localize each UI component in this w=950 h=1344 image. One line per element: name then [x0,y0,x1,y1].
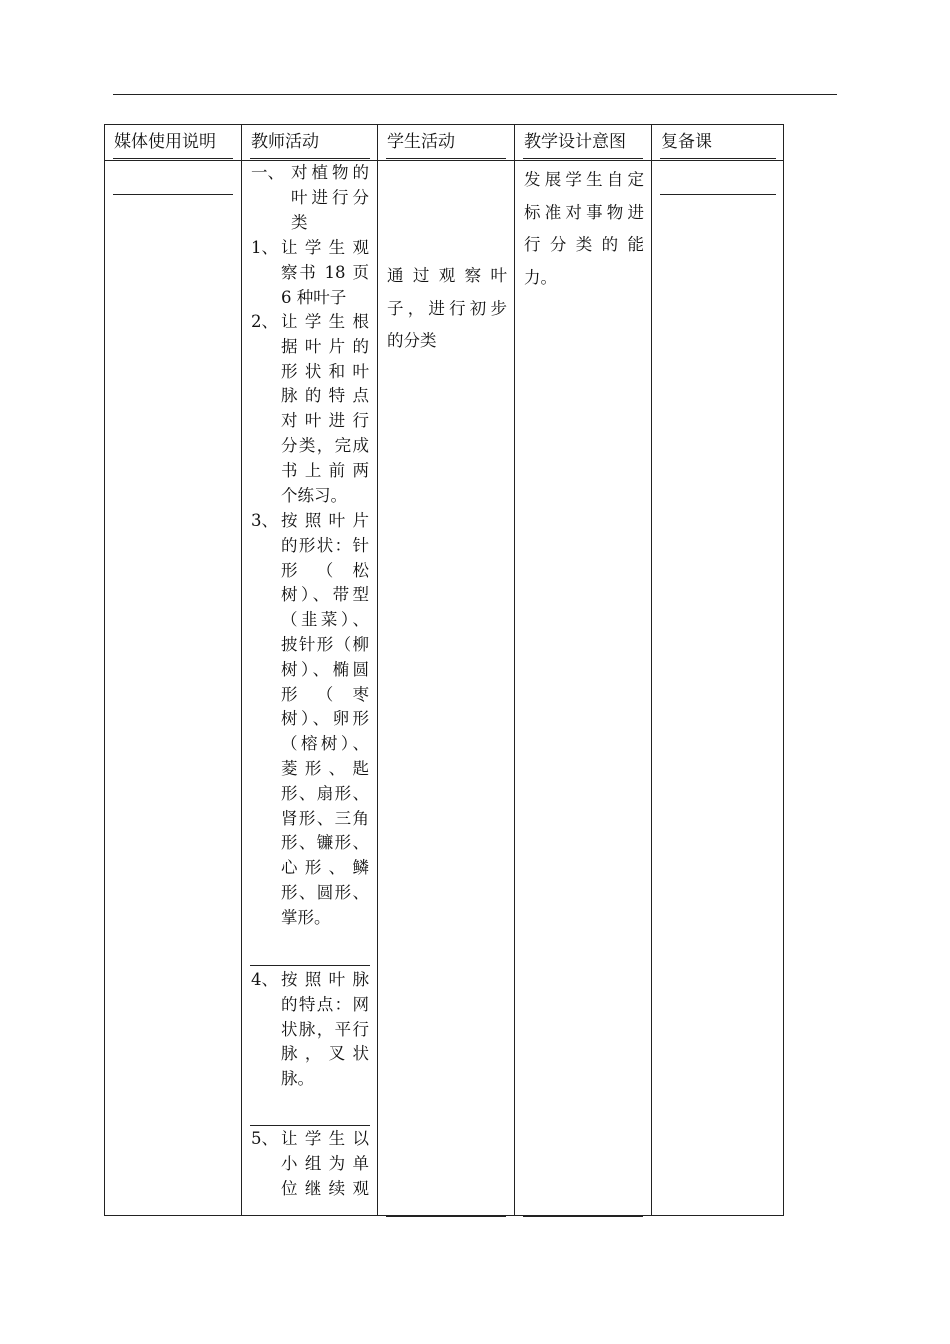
text-line: 形、扇形、 [281,783,369,803]
text-line: 按照叶片 [281,511,369,530]
teacher-item-5 [281,1127,369,1201]
header-media-usage: 媒体使用说明 [114,132,216,152]
text-line: 的形状：针 [281,535,369,555]
column-divider [377,125,378,1215]
header-underline [523,158,643,159]
text-line: 脉的特点 [281,386,369,406]
text-line: 对植物的 [291,163,369,182]
text-line: 书上前两 [281,460,369,480]
header-underline [660,158,776,159]
design-intent-text [524,164,644,294]
text-line: 形 （ 松 [281,560,369,580]
text-line: 让学生以 [281,1129,369,1148]
text-line: 形、圆形、 [281,882,369,902]
header-teacher-activity: 教师活动 [251,132,319,152]
header-lesson-review: 复备课 [661,132,712,152]
header-underline [386,158,506,159]
column-divider [241,125,242,1215]
text-line: 脉。 [281,1069,314,1089]
text-line: 披针形（柳 [281,634,369,654]
text-line: 小组为单 [281,1153,369,1173]
teacher-item-3 [281,509,369,931]
teacher-item-0 [291,161,369,235]
item-number: 3、 [251,511,278,530]
text-line: 叶进行分 [291,187,369,207]
item-number: 4、 [251,970,278,989]
text-line: 行分类的能 [524,235,644,254]
text-line: 状脉，平行 [281,1019,369,1039]
page-header-rule [113,94,837,95]
text-line: 个练习。 [281,485,347,505]
item-number: 5、 [251,1129,278,1148]
text-line: 树）、带型 [281,585,369,605]
text-line: 掌形。 [281,907,331,927]
section-number: 一、 [251,163,284,182]
text-line: 形、镰形、 [281,833,369,853]
text-line: 心形、鳞 [281,858,369,878]
text-line: 形状和叶 [281,361,369,381]
item-number: 2、 [251,312,278,331]
bottom-underline [523,1216,643,1217]
item-number: 1、 [251,238,278,257]
header-underline [113,158,233,159]
text-line: 脉，叉状 [281,1044,369,1064]
text-line: 位继续观 [281,1178,369,1198]
text-line: 据叶片的 [281,336,369,356]
section-separator-line [250,1125,370,1126]
text-line: 树）、卵形 [281,709,369,729]
text-line: 让学生观 [281,238,369,257]
text-line: 菱形、匙 [281,758,369,778]
blank-fill-line [660,194,776,195]
header-row-divider [105,160,783,161]
header-underline [250,158,370,159]
text-line: 按照叶脉 [281,970,369,989]
text-line: 子，进行初步 [387,298,507,318]
text-line: （榕树）、 [281,734,369,754]
text-line: （韭菜）、 [281,610,369,630]
text-line: 的特点：网 [281,994,369,1014]
text-line: 的分类 [387,331,437,350]
header-student-activity: 学生活动 [387,132,455,152]
section-separator-line [250,965,370,966]
text-line: 类 [291,212,308,232]
blank-fill-line [113,194,233,195]
text-line: 形 （ 枣 [281,684,369,704]
text-line: 力。 [524,267,557,287]
teacher-item-2 [281,310,369,508]
bottom-underline [386,1216,506,1217]
text-line: 让学生根 [281,312,369,331]
column-divider [514,125,515,1215]
text-line: 发展学生自定 [524,170,644,189]
text-line: 标准对事物进 [524,202,644,222]
student-activity-text [387,260,507,358]
text-line: 分类，完成 [281,435,369,455]
text-line: 对叶进行 [281,411,369,431]
teacher-item-4 [281,968,369,1092]
text-line: 树）、椭圆 [281,659,369,679]
column-divider [651,125,652,1215]
text-line: 察书 18 页 [281,262,369,282]
text-line: 肾形、三角 [281,808,369,828]
header-design-intent: 教学设计意图 [524,132,626,152]
teacher-item-1 [281,236,369,310]
text-line: 6 种叶子 [281,287,347,307]
lesson-plan-table [104,124,784,1216]
text-line: 通过观察叶 [387,266,507,285]
